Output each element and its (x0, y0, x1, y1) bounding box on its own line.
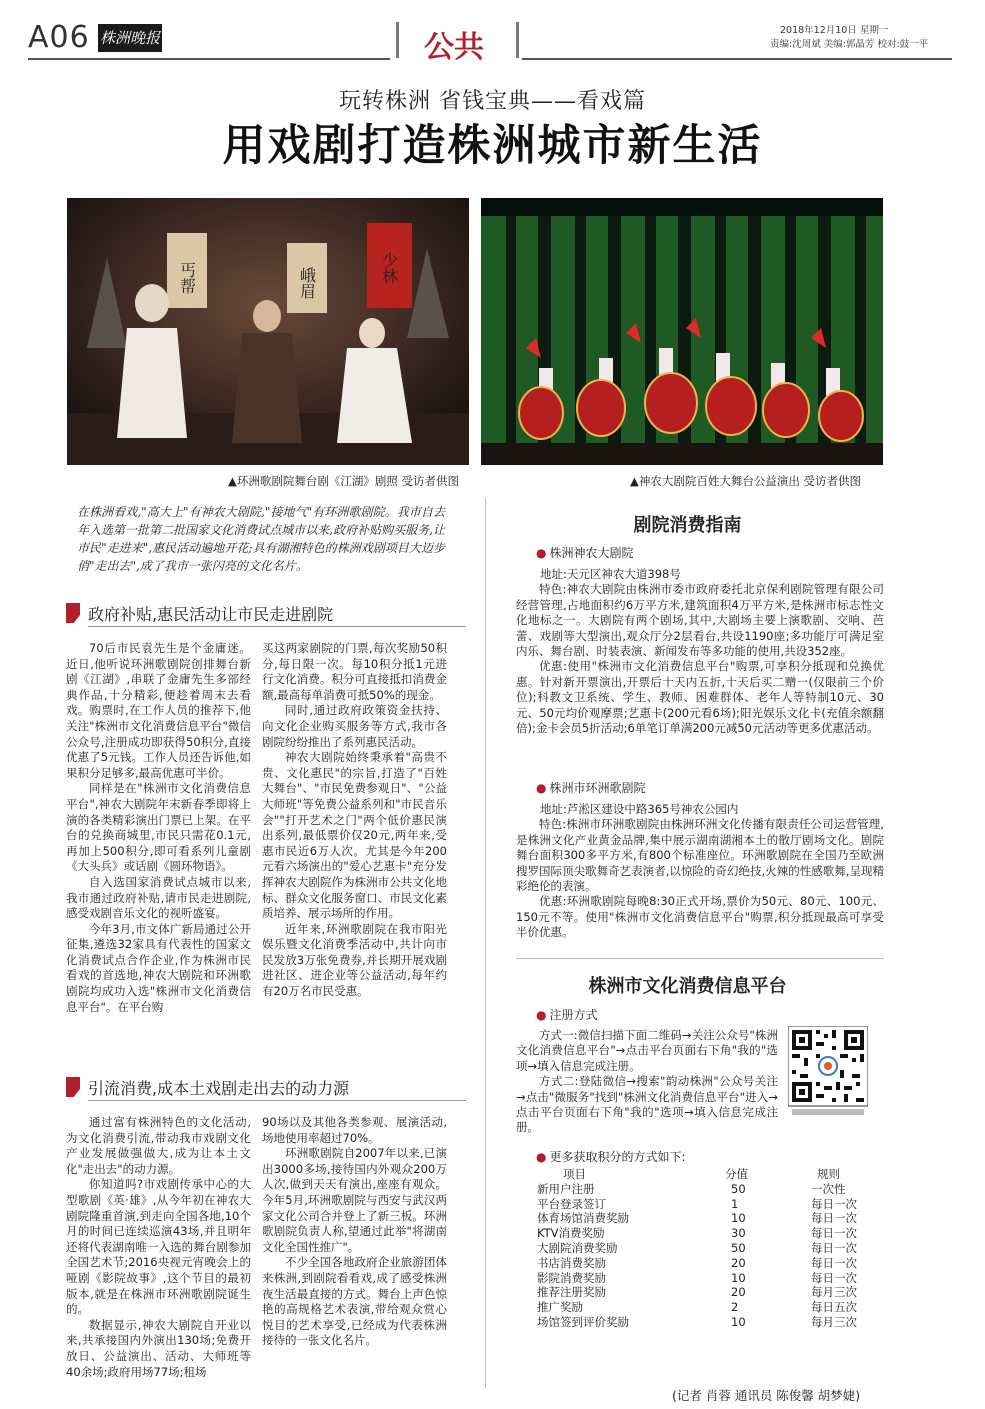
paragraph: 你知道吗?市戏剧传承中心的大型歌剧《英·雄》,从今年初在神农大剧院隆重首演,到走向全国各地,10个月的时间已连续巡演43场,并且明年还将代表湖南唯一入选的舞台剧参加全国艺术节;2016央视元宵晚会上的哑剧《影院故事》,这个节目的最初版本,就是在株洲市环洲歌剧院诞生的。 (66, 1177, 251, 1317)
venue-details (516, 567, 884, 736)
guide-title: 剧院消费指南 (633, 515, 742, 536)
register-method-2: 方式二:登陆微信→搜索"韵动株洲"公众号关注→点击"微服务"找到"株洲文化消费信息平台"进入→点击平台页面右下角"我的"选项→填入信息完成注册。 (516, 1074, 778, 1135)
points-table (537, 1167, 897, 1330)
paragraph: 优惠:使用"株洲市文化消费信息平台"购票,可享积分抵现和兑换优惠。针对新开票演出,开票后十天内五折,十天后买二赠一(仅限前三个价位);科教文卫系统、学生、教师、困难群体、老年人等特制10元、30元、50元均价观摩票;艺惠卡(200元看6场);阳光娱乐文化卡(充值余额翻倍);金卡会员5折活动;6单笔订单满200元减50元活动等更多优惠活动。 (516, 659, 884, 736)
paragraph: 买这两家剧院的门票,每次奖励50积分,每日限一次。每10积分抵1元进行文化消费。积分可直接抵扣消费金额,最高每单消费可抵50%的现金。 (262, 641, 447, 702)
heading-underline (88, 1100, 466, 1101)
table-row (537, 1197, 897, 1212)
table-cell: 新用户注册 (537, 1181, 595, 1196)
table-cell: 10 (731, 1211, 746, 1226)
table-header: 项目 (563, 1167, 586, 1181)
column-divider (485, 498, 486, 1388)
paragraph: 数据显示,神农大剧院自开业以来,共承接国内外演出130场;免费开放日、公益演出、活动、大师班等40余场;政府用场77场;租场 (66, 1317, 251, 1379)
paragraph: 同时,通过政府政策资金扶持、向文化企业购买服务等方式,我市各剧院纷纷推出了系列惠民活动。 (262, 703, 447, 749)
table-row (537, 1300, 897, 1315)
table-row (537, 1182, 897, 1197)
stage-photo-jianghu (67, 198, 469, 465)
flag-text-gaibang: 丐帮 (177, 262, 197, 294)
table-cell: 推广奖励 (537, 1300, 583, 1315)
top-rule (28, 58, 390, 60)
flag-text-shaolin: 少林 (379, 252, 399, 284)
paragraph: 90场以及其他各类参观、展演活动,场地使用率超过70%。 (262, 1115, 447, 1145)
table-row (537, 1226, 897, 1241)
register-methods (516, 1028, 778, 1136)
table-row (537, 1271, 897, 1286)
paragraph: 通过富有株洲特色的文化活动,为文化消费引流,带动我市戏剧文化产业发展做强做大,成为让本土文化"走出去"的动力源。 (66, 1115, 251, 1176)
paragraph: 不少全国各地政府企业旅游团体来株洲,到剧院看看戏,成了感受株洲夜生活最直接的方式。舞台上声色惊艳的高规格艺术表演,带给观众赏心悦目的艺术享受,已经成为代表株洲接待的一张文化名片。 (262, 1255, 447, 1348)
platform-title: 株洲市文化消费信息平台 (588, 976, 787, 997)
flag-text-emei: 峨眉 (297, 267, 317, 299)
section-name: 公共 (424, 30, 484, 65)
table-cell: 每日一次 (811, 1226, 857, 1241)
table-row (537, 1315, 897, 1330)
qr-code-icon[interactable] (788, 1026, 868, 1118)
table-cell: 每月三次 (811, 1314, 857, 1329)
photo-caption: ▲环洲歌剧院舞台剧《江湖》剧照 受访者供图 (228, 474, 459, 488)
table-cell: 书店消费奖励 (537, 1255, 606, 1270)
table-header: 分值 (725, 1167, 748, 1181)
photo-caption: ▲神农大剧院百姓大舞台公益演出 受访者供图 (630, 474, 861, 488)
paper-logo: 株洲晚报 (98, 24, 162, 52)
register-heading: ● 注册方式 (536, 1006, 598, 1023)
table-row (537, 1241, 897, 1256)
venue-address: 地址:天元区神农大道398号 (540, 567, 681, 581)
date-line: 2018年12月10日 星期一 (780, 25, 889, 36)
article-column (262, 1115, 447, 1349)
paragraph: 近年来,环洲歌剧院在我市阳光娱乐暨文化消费季活动中,共计向市民发放3万张免费券,并长期开展戏剧进社区、进企业等公益活动,每年约有20万名市民受惠。 (262, 921, 447, 999)
table-cell: 每日一次 (811, 1270, 857, 1285)
table-cell: 每日一次 (811, 1196, 857, 1211)
table-cell: 1 (731, 1196, 739, 1211)
table-cell: 大剧院消费奖励 (537, 1240, 618, 1255)
table-cell: 10 (731, 1314, 746, 1329)
table-cell: 每日一次 (811, 1211, 857, 1226)
table-row (537, 1256, 897, 1271)
table-row (537, 1211, 897, 1226)
divider (396, 22, 399, 58)
table-cell: 影院消费奖励 (537, 1270, 606, 1285)
venue-address: 地址:芦淞区建设中路365号神农公园内 (540, 802, 739, 816)
paragraph: 自入选国家消费试点城市以来,我市通过政府补贴,请市民走进剧院,感受戏剧音乐文化的视听盛宴。 (66, 874, 251, 921)
kicker: 玩转株洲 省钱宝典——看戏篇 (339, 89, 646, 114)
heading-marker-icon (66, 603, 80, 623)
paragraph: 优惠:环洲歌剧院每晚8:30正式开场,票价为50元、80元、100元、150元不等。使用"株洲市文化消费信息平台"购票,积分抵现最高可享受半价优惠。 (516, 894, 884, 940)
heading-underline (88, 626, 466, 627)
stage-photo-drums (481, 198, 883, 465)
lead-paragraph: 在株洲看戏,"高大上"有神农大剧院,"接地气"有环洲歌剧院。我市自去年入选第一批第二批国家文化消费试点城市以来,政府补贴购买服务,让市民"走进来",惠民活动遍地开花;具有湖湘特色的株洲戏剧项目大迈步俏"走出去",成了我市一张闪亮的文化名片。 (77, 505, 445, 573)
venue-details (516, 802, 884, 941)
divider (516, 22, 519, 58)
paragraph: 环洲歌剧院自2007年以来,已演出3000多场,接待国内外观众200万人次,做到天天有演出,座座有观众。今年5月,环洲歌剧院与西安与武汉两家文化公司合并登上了新三板。环洲歌剧院负责人称,望通过此举"将湖南文化全国性推广"。 (262, 1146, 447, 1254)
paragraph: 特色:株洲市环洲歌剧院由株洲环洲文化传播有限责任公司运营管理,是株洲文化产业黄金品牌,集中展示湖南湖湘本土的散厅剧场文化。剧院舞台面积300多平方米,有800个标准座位。环洲歌剧院在全国乃至欧洲搜罗国际顶尖歌舞奇艺表演者,以惊险的奇幻绝技,火辣的性感歌舞,呈现精彩绝伦的表演。 (516, 817, 884, 894)
table-cell: 30 (731, 1226, 746, 1241)
paragraph: 70后市民袁先生是个金庸迷。近日,他听说环洲歌剧院创排舞台新剧《江湖》,串联了金庸先生多部经典作品,十分精彩,便趁着周末去看戏。购票时,在工作人员的推荐下,他关注"株洲市文化消费信息平台"微信公众号,注册成功即获得50积分,直接优惠了5元钱。工作人员还告诉他,如果积分足够多,最高优惠可半价。 (66, 641, 251, 780)
paragraph: 神农大剧院始终秉承着"高贵不贵、文化惠民"的宗旨,打造了"百姓大舞台"、"市民免费参观日"、"公益大师班"等免费公益系列和"市民音乐会""打开艺术之门"两个低价惠民演出系列,最低票价仅20元,两年来,受惠市民近6万人次。尤其是今年200元看六场演出的"爱心艺惠卡"充分发挥神农大剧院作为株洲市公共文化地标、群众文化服务窗口、市民文化素质培养、展示场所的作用。 (262, 750, 447, 921)
table-cell: 每月三次 (811, 1285, 857, 1300)
top-rule (522, 58, 952, 60)
table-cell: 10 (731, 1270, 746, 1285)
article-column (262, 641, 447, 1000)
table-cell: 2 (731, 1300, 739, 1315)
table-header: 规则 (817, 1167, 840, 1181)
masthead (0, 0, 985, 70)
section-heading-text: 引流消费,成本土戏剧走出去的动力源 (88, 1079, 350, 1098)
table-header-row (537, 1167, 897, 1182)
editor-line: 责编:沈周斌 美编:郭晶芳 校对:鼓一平 (770, 39, 929, 50)
table-cell: 推荐注册奖励 (537, 1285, 606, 1300)
section-heading-text: 政府补贴,惠民活动让市民走进剧院 (88, 605, 334, 624)
table-cell: 平台登录签订 (537, 1196, 606, 1211)
byline: (记者 肖蓉 通讯员 陈俊馨 胡梦婕) (672, 1388, 861, 1403)
divider (516, 958, 884, 959)
table-cell: 一次性 (811, 1181, 846, 1196)
table-cell: 50 (731, 1181, 746, 1196)
headline: 用戏剧打造株洲城市新生活 (222, 121, 763, 171)
table-cell: 每日一次 (811, 1255, 857, 1270)
table-cell: 每日五次 (811, 1300, 857, 1315)
table-cell: 50 (731, 1240, 746, 1255)
paragraph: 同样是在"株洲市文化消费信息平台",神农大剧院年末新春季即将上演的各类精彩演出门票已上架。在平台的兑换商城里,市民只需花0.1元,再加上500积分,即可看系列儿童剧《大头兵》或话剧《圆环物语》。 (66, 781, 251, 874)
table-row (537, 1285, 897, 1300)
register-method-1: 方式一:微信扫描下面二维码→关注公众号"株洲文化消费信息平台"→点击平台页面右下角"我的"选项→填入信息完成注册。 (516, 1028, 778, 1073)
section-heading (66, 1075, 466, 1101)
paragraph: 今年3月,市文体广新局通过公开征集,遴选32家具有代表性的国家文化消费试点合作企业,作为株洲市民看戏的首选地,神农大剧院和环洲歌剧院均成功入选"株洲市文化消费信息平台"。在平台购 (66, 921, 251, 1014)
section-heading (66, 601, 466, 627)
table-cell: 20 (731, 1285, 746, 1300)
page-number: A06 (28, 20, 90, 55)
table-cell: 场馆签到评价奖励 (537, 1314, 629, 1329)
table-cell: 每日一次 (811, 1240, 857, 1255)
table-cell: 体育场馆消费奖励 (537, 1211, 629, 1226)
venue-name: ● 株洲市环洲歌剧院 (536, 779, 646, 796)
article-column (66, 641, 251, 1015)
points-heading: ● 更多获取积分的方式如下: (536, 1148, 686, 1165)
paragraph: 特色:神农大剧院由株洲市委市政府委托北京保利剧院管理有限公司经营管理,占地面积约6万平方米,建筑面积4万平方米,是株洲市标志性文化地标之一。大剧院有两个剧场,其中,大剧场主要上演歌剧、交响、芭蕾、戏剧等大型演出,观众厅分2层看台,共设1190座;多功能厅可满足室内乐、舞台剧、时装表演、新闻发布等多功能的使用,共设352座。 (516, 582, 884, 659)
table-cell: 20 (731, 1255, 746, 1270)
article-column (66, 1115, 251, 1380)
heading-marker-icon (66, 1077, 80, 1097)
table-cell: KTV消费奖励 (537, 1226, 605, 1241)
venue-name: ● 株洲神农大剧院 (536, 544, 634, 561)
